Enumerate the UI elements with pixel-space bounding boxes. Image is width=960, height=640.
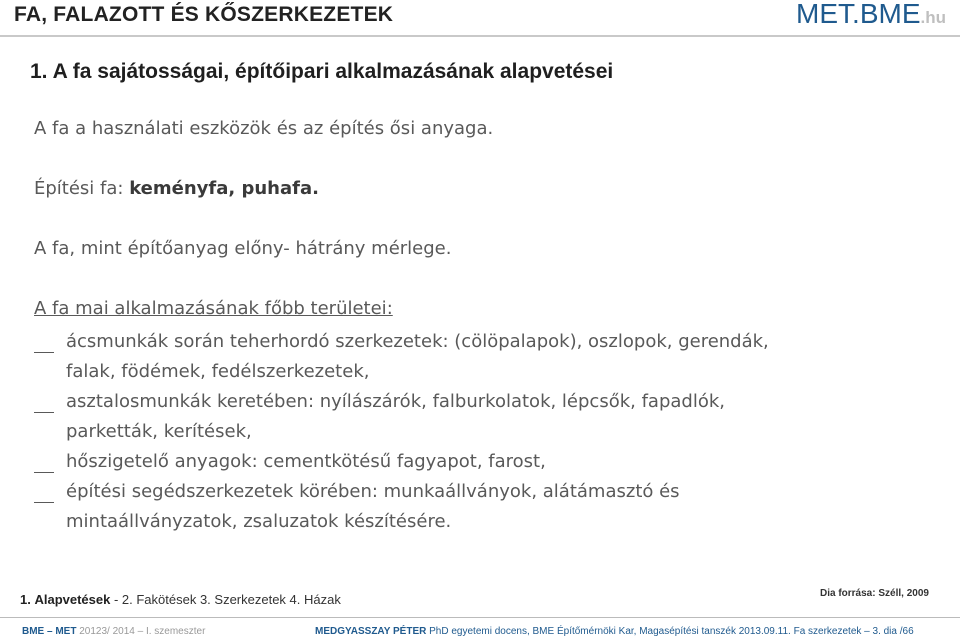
paragraph-1: A fa a használati eszközök és az építés ősi anyaga. [34,118,494,139]
list-item-line2: falak, födémek, fedélszerkezetek, [66,361,370,382]
footer-author: MEDGYASSZAY PÉTER [315,626,427,637]
paragraph-2-prefix: Építési fa: [34,178,130,199]
paragraph-2-bold: keményfa, puhafa. [129,178,319,199]
list-item-line1: hőszigetelő anyagok: cementkötésű fagyapot, farost, [66,451,546,472]
list-item-line1: ácsmunkák során teherhordó szerkezetek: (cölöpalapok), oszlopok, gerendák, [66,331,769,352]
footer-semester: 20123/ 2014 – I. szemeszter [76,626,206,637]
list-item [66,327,916,387]
list-item-line1: építési segédszerkezetek körében: munkaállványok, alátámasztó és [66,481,680,502]
list-item [66,447,916,477]
list-intro: A fa mai alkalmazásának főbb területei: [34,298,393,319]
logo-dot: . [852,0,860,29]
nav-other-chapters[interactable]: - 2. Fakötések 3. Szerkezetek 4. Házak [110,592,341,607]
dash-bullet-icon [34,342,54,361]
met-bme-logo [796,0,946,30]
footer-bme-met: BME – MET [22,626,77,637]
logo-hu: .hu [920,8,946,27]
logo-met: MET [796,0,853,29]
paragraph-3: A fa, mint építőanyag előny- hátrány mérlege. [34,238,452,259]
chapter-navigation [20,592,341,607]
footer-course-info [22,626,205,637]
list-item-line1: asztalosmunkák keretében: nyílászárók, falburkolatok, lépcsők, fapadlók, [66,391,725,412]
footer-divider [0,617,960,618]
nav-current-label[interactable]: Alapvetések [34,592,111,607]
dash-bullet-icon [34,402,54,421]
list-item [66,387,916,447]
paragraph-2 [34,178,319,199]
header-divider [0,35,960,37]
slide-source: Dia forrása: Széll, 2009 [820,588,929,599]
dash-bullet-icon [34,462,54,481]
list-item-line2: mintaállványzatok, zsaluzatok készítésére. [66,511,452,532]
nav-current-number: 1. [20,592,31,607]
footer-author-info [315,626,914,637]
section-heading: 1. A fa sajátosságai, építőipari alkalmazásának alapvetései [30,60,614,83]
dash-bullet-icon [34,492,54,511]
logo-bme: BME [859,0,921,29]
list-item-line2: parketták, kerítések, [66,421,252,442]
list-item [66,477,916,537]
header-title: FA, FALAZOTT ÉS KŐSZERKEZETEK [14,3,394,26]
footer-author-details: PhD egyetemi docens, BME Építőmérnöki Kar, Magasépítési tanszék 2013.09.11. Fa szerkezetek – 3. dia /66 [426,626,914,637]
